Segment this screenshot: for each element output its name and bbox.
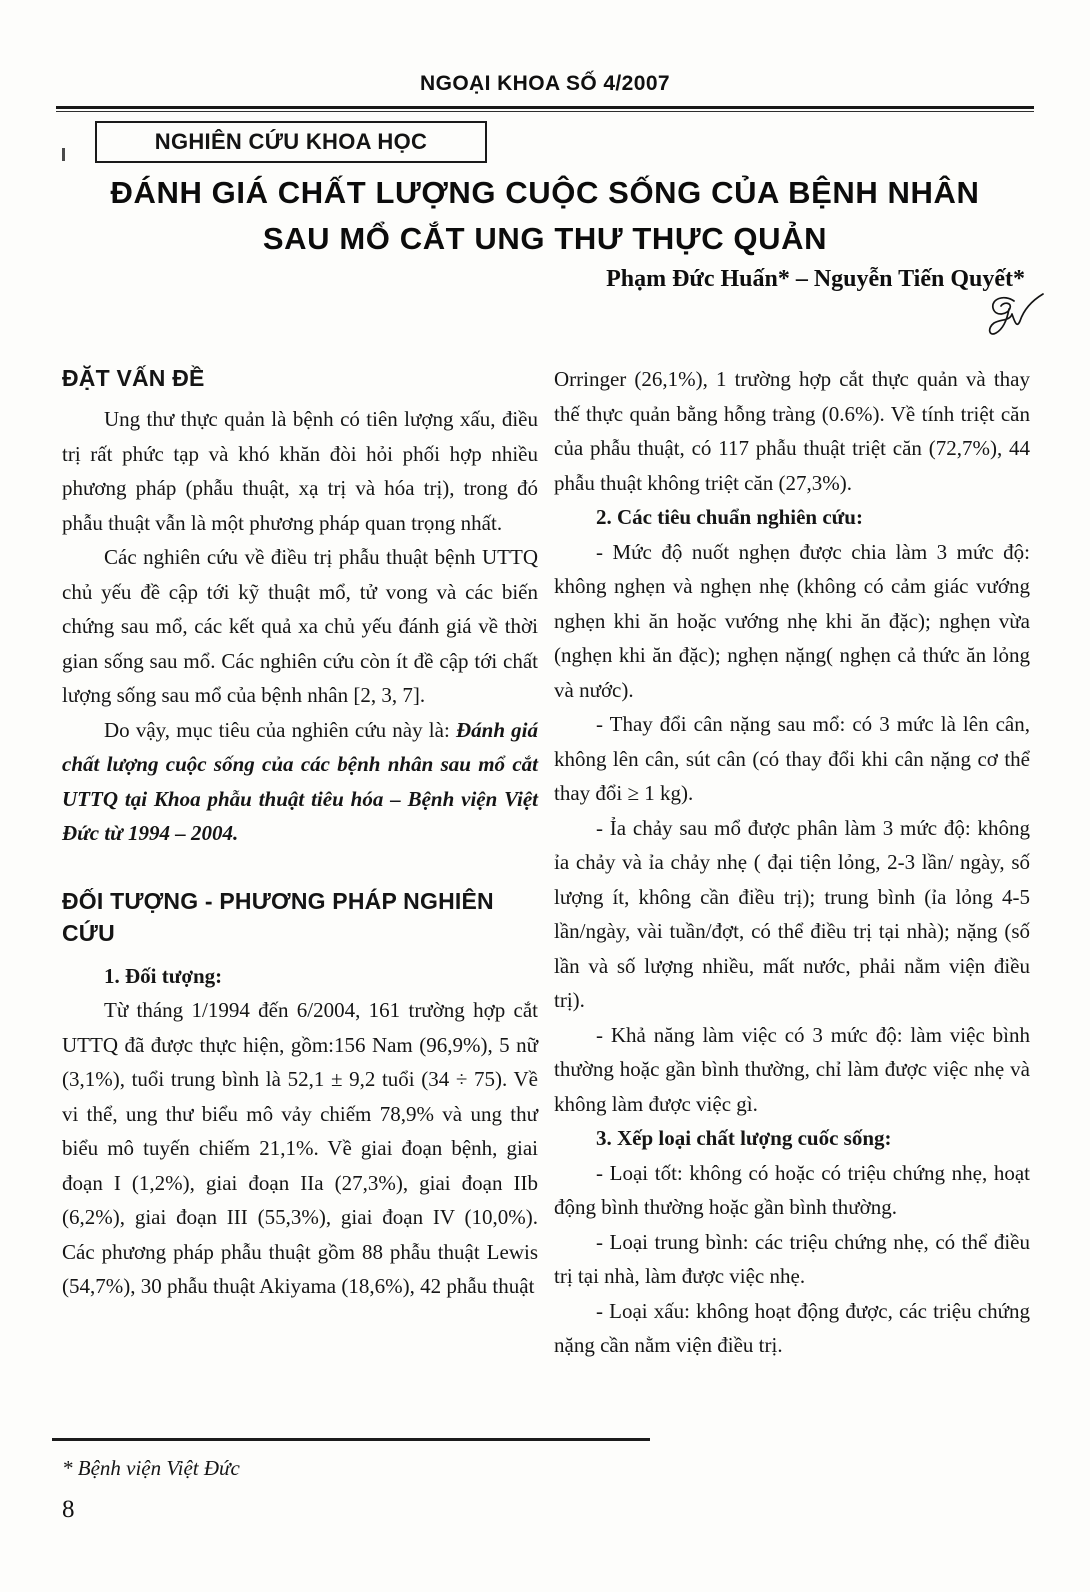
signature-mark [984, 292, 1046, 349]
study-objective-emphasis: Đánh giá chất lượng cuộc sống của các bệnh nhân sau mổ cắt UTTQ tại Khoa phẫu thuật tiêu hóa – Bệnh viện Việt Đức từ 1994 – 2004. [62, 717, 539, 845]
footnote-divider [52, 1438, 650, 1441]
bullet-item: - Loại xấu: không hoạt động được, các triệu chứng nặng cần nằm viện điều trị. [554, 1298, 1030, 1357]
article-title [55, 170, 1035, 262]
bullet-item: - Khả năng làm việc có 3 mức độ: làm việc bình thường hoặc gần bình thường, chỉ làm được việc nhẹ và không làm được việc gì. [554, 1022, 1030, 1116]
section-label: NGHIÊN CỨU KHOA HỌC [154, 129, 428, 154]
title-line-2: SAU MỔ CẮT UNG THƯ THỰC QUẢN [262, 221, 828, 256]
bullet-item: - Thay đổi cân nặng sau mổ: có 3 mức là lên cân, không lên cân, sút cân (có thay đổi khi cân nặng cơ thể thay đổi ≥ 1 kg). [554, 712, 1030, 805]
section-box [95, 121, 487, 163]
paragraph: Orringer (26,1%), 1 trường hợp cắt thực quản và thay thế thực quản bằng hỗng tràng (0.6%). Về tính triệt căn của phẫu thuật, có 117 phẫu thuật triệt căn (72,7%), 44 phẫu thuật không triệt căn (27,3%). [554, 367, 1030, 495]
left-column [62, 362, 538, 1363]
paragraph: Các nghiên cứu về điều trị phẫu thuật bệnh UTTQ chủ yếu đề cập tới kỹ thuật mổ, tử vong và các biến chứng sau mổ, các kết quả xa chủ yếu đánh giá về thời gian sống sau mổ. Các nghiên cứu còn ít đề cập tới chất lượng sống sau mổ của bệnh nhân [2, 3, 7]. [62, 545, 538, 707]
paragraph [62, 713, 538, 851]
subheading-tieu-chuan: 2. Các tiêu chuẩn nghiên cứu: [596, 505, 863, 529]
paragraph-intro: Do vậy, mục tiêu của nghiên cứu này là: [104, 717, 456, 742]
bullet-item: - Ỉa chảy sau mổ được phân làm 3 mức độ: không ỉa chảy và ỉa chảy nhẹ ( đại tiện lỏng, 2-3 lần/ ngày, số lượng ít, không cần điều trị); trung bình (ỉa lỏng 4-5 lần/ngày, vài tuần/đợt, có thể điều trị tại nhà); nặng (số lần và số lượng nhiều, mất nước, phải nằm viện điều trị). [554, 815, 1030, 1012]
bullet-item: - Mức độ nuốt nghẹn được chia làm 3 mức độ: không nghẹn và nghẹn nhẹ (không có cảm giác vướng nghẹn khi ăn hoặc vướng nhẹ khi ăn đặc); nghẹn vừa (nghẹn khi ăn đặc); nghẹn nặng( nghẹn cả thức ăn lỏng và nước). [554, 539, 1030, 702]
section-heading-methods: ĐỐI TƯỢNG - PHƯƠNG PHÁP NGHIÊN CỨU [62, 887, 494, 946]
right-column [554, 362, 1030, 1363]
authors-line: Phạm Đức Huấn* – Nguyễn Tiến Quyết* [606, 266, 1025, 292]
section-heading-intro: ĐẶT VẤN ĐỀ [62, 365, 205, 391]
subheading-doi-tuong: 1. Đối tượng: [104, 963, 223, 988]
paragraph: Ung thư thực quản là bệnh có tiên lượng xấu, điều trị rất phức tạp và khó khăn đòi hỏi phối hợp nhiều phương pháp (phẫu thuật, xạ trị và hóa trị), trong đó phẫu thuật vẫn là một phương pháp quan trọng nhất. [62, 407, 538, 535]
title-line-1: ĐÁNH GIÁ CHẤT LƯỢNG CUỘC SỐNG CỦA BỆNH NHÂN [110, 175, 980, 210]
footnote-text: * Bệnh viện Việt Đức [62, 1456, 240, 1480]
article-body [62, 362, 1030, 1363]
subheading-xep-loai: 3. Xếp loại chất lượng cuốc sống: [596, 1126, 892, 1150]
header-divider [56, 106, 1034, 112]
bullet-item: - Loại tốt: không có hoặc có triệu chứng nhẹ, hoạt động bình thường hoặc gần bình thường. [554, 1160, 1030, 1219]
scan-artifact [62, 148, 65, 161]
paragraph: Từ tháng 1/1994 đến 6/2004, 161 trường hợp cắt UTTQ đã được thực hiện, gồm:156 Nam (96,9%), 5 nữ (3,1%), tuổi trung bình là 52,1 ± 9,2 tuổi (34 ÷ 75). Về vi thể, ung thư biểu mô vảy chiếm 78,9% và ung thư biểu mô tuyến chiếm 21,1%. Về giai đoạn bệnh, giai đoạn I (1,2%), giai đoạn IIa (27,3%), giai đoạn IIb (6,2%), giai đoạn III (55,3%), giai đoạn IV (10,0%). Các phương pháp phẫu thuật gồm 88 phẫu thuật Lewis (54,7%), 30 phẫu thuật Akiyama (18,6%), 42 phẫu thuật [62, 998, 538, 1298]
page-number: 8 [62, 1496, 75, 1523]
journal-title: NGOẠI KHOA SỐ 4/2007 [420, 72, 670, 95]
bullet-item: - Loại trung bình: các triệu chứng nhẹ, có thể điều trị tại nhà, làm được việc nhẹ. [554, 1229, 1030, 1288]
